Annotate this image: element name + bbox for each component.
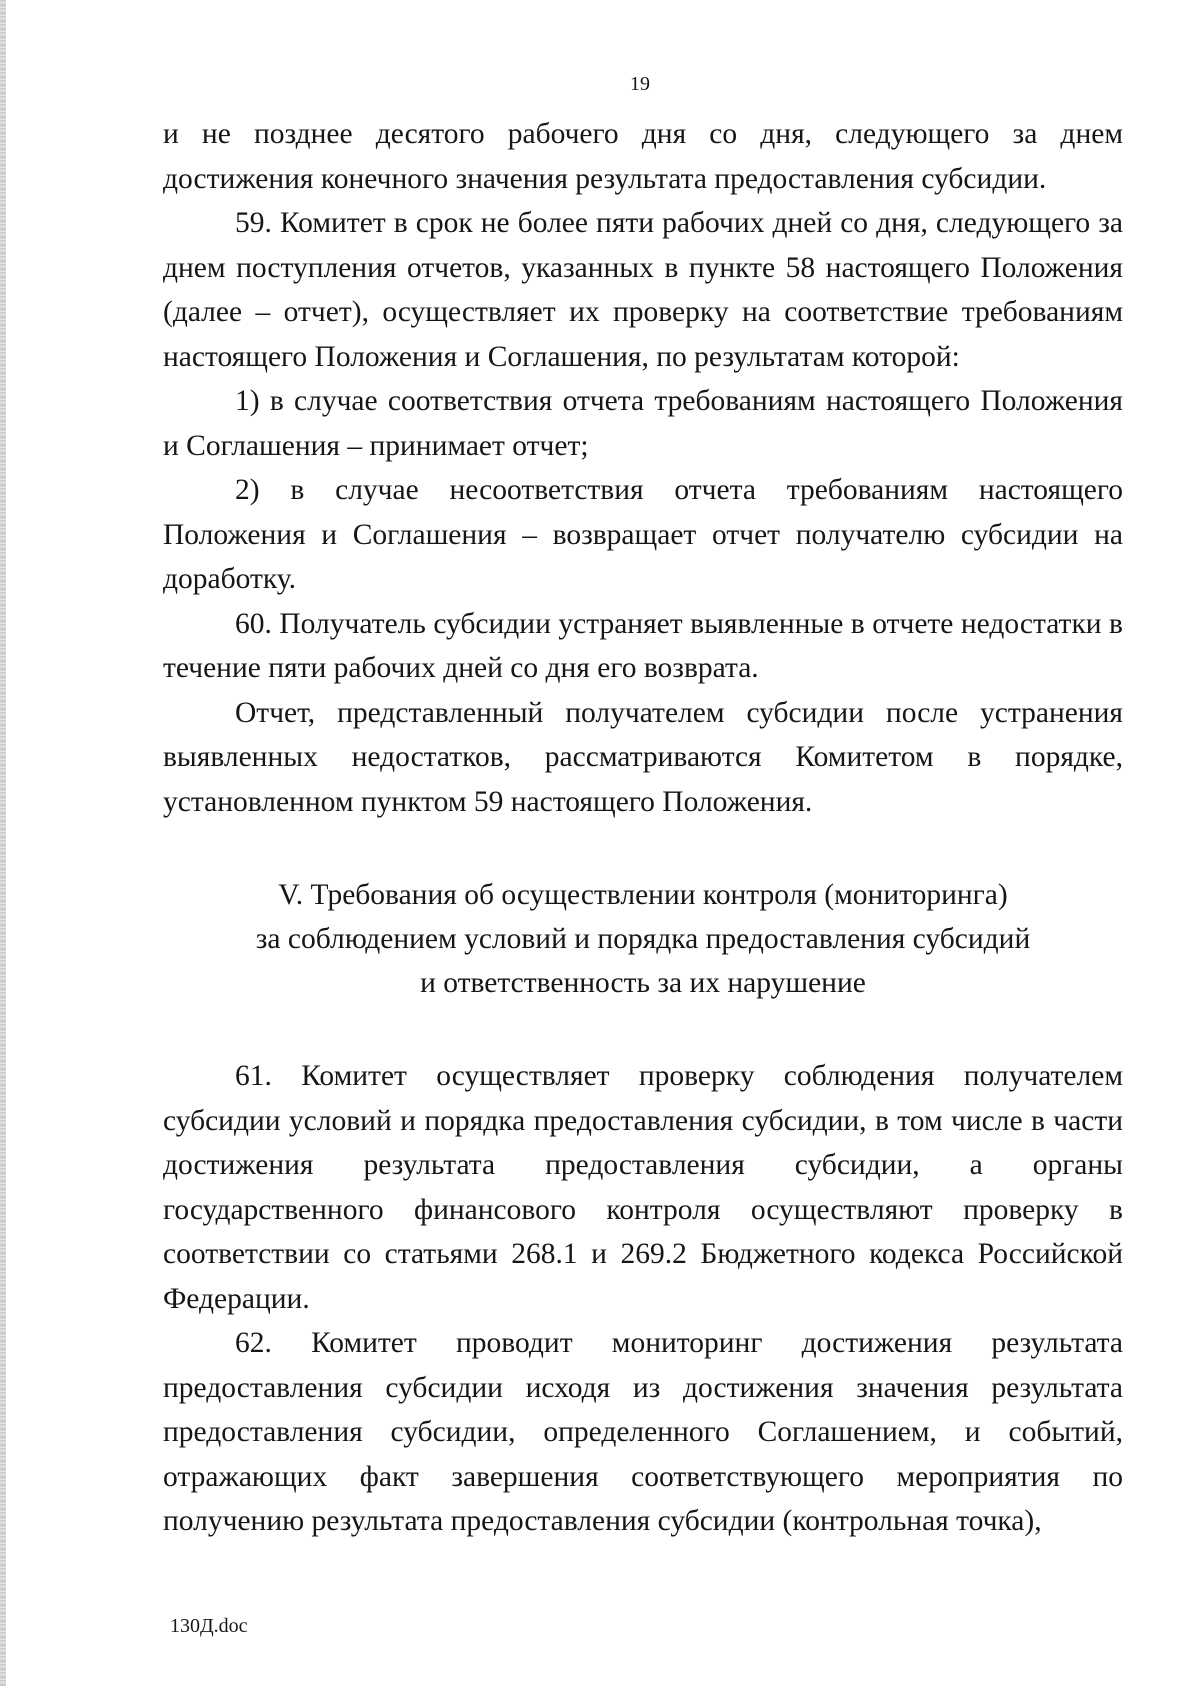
section-heading-line-3: и ответственность за их нарушение (420, 967, 866, 999)
paragraph-continuation: и не позднее десятого рабочего дня со дня, следующего за днем достижения конечного значения результата предоставления субсидии. (163, 118, 1123, 195)
section-heading-line-2: за соблюдением условий и порядка предоставления субсидий (255, 923, 1031, 955)
footer-filename: 130Д.doc (170, 1615, 248, 1637)
section-heading (163, 873, 1123, 1005)
section-heading-line-1: V. Требования об осуществлении контроля (мониторинга) (278, 879, 1008, 911)
paragraph-61: 61. Комитет осуществляет проверку соблюдения получателем субсидии условий и порядка предоставления субсидии, в том числе в части достижения результата предоставления субсидии, а органы государственного финансового контроля осуществляют проверку в соответствии со статьями 268.1 и 269.2 Бюджетного кодекса Российской Федерации. (163, 1060, 1123, 1315)
document-body (163, 112, 1123, 1544)
paragraph-62: 62. Комитет проводит мониторинг достижения результата предоставления субсидии исходя из достижения значения результата предоставления субсидии, определенного Соглашением, и событий, отражающих факт завершения соответствующего мероприятия по получению результата предоставления субсидии (контрольная точка), (163, 1327, 1123, 1537)
scan-edge (0, 0, 6, 1686)
paragraph-60: 60. Получатель субсидии устраняет выявленные в отчете недостатки в течение пяти рабочих дней со дня его возврата. (163, 607, 1123, 684)
paragraph-59-item-1: 1) в случае соответствия отчета требованиям настоящего Положения и Соглашения – принимает отчет; (163, 385, 1123, 462)
page-number: 19 (630, 73, 650, 95)
paragraph-60-report: Отчет, представленный получателем субсидии после устранения выявленных недостатков, рассматриваются Комитетом в порядке, установленном пунктом 59 настоящего Положения. (163, 696, 1123, 818)
paragraph-59: 59. Комитет в срок не более пяти рабочих дней со дня, следующего за днем поступления отчетов, указанных в пункте 58 настоящего Положения (далее – отчет), осуществляет их проверку на соответствие требованиям настоящего Положения и Соглашения, по результатам которой: (163, 207, 1123, 373)
paragraph-59-item-2: 2) в случае несоответствия отчета требованиям настоящего Положения и Соглашения – возвращает отчет получателю субсидии на доработку. (163, 474, 1123, 595)
